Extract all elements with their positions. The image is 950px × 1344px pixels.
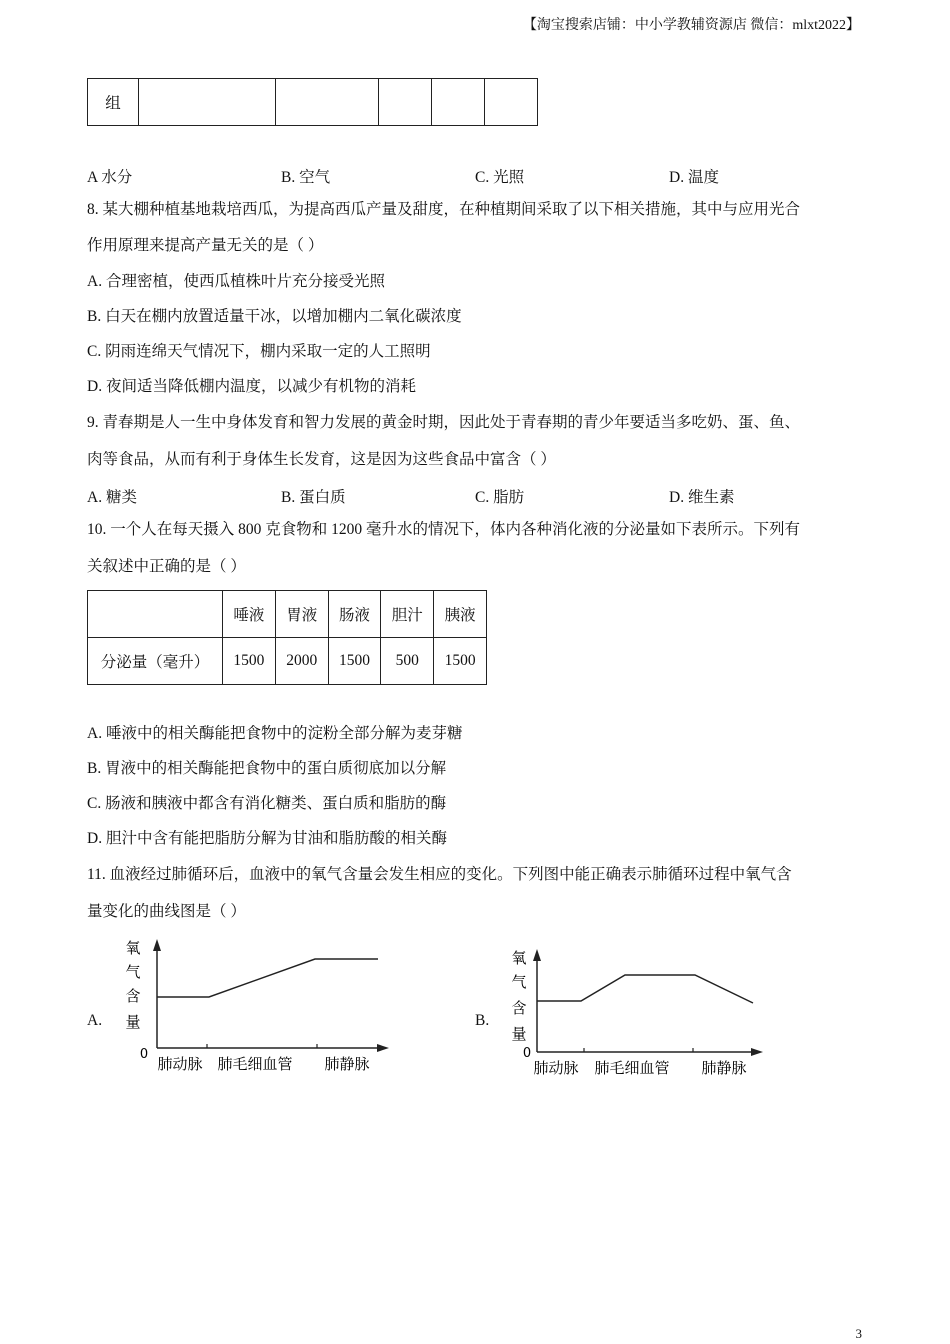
graph-b-ylabel-char: 量 [511,1025,527,1043]
q11-graph-a [115,935,395,1080]
q8-option-c: C. 阴雨连绵天气情况下，棚内采取一定的人工照明 [87,343,431,360]
page-number: 3 [855,1326,862,1341]
table-cell: 1500 [434,638,487,685]
q8-option-a: A. 合理密植，使西瓜植株叶片充分接受光照 [87,273,385,290]
table-cell: 1500 [328,638,381,685]
q9-option-c: C. 脂肪 [475,489,525,506]
table-cell: 500 [381,638,434,685]
graph-b-xlabel-artery: 肺动脉 [533,1059,579,1077]
q10-option-a: A. 唾液中的相关酶能把食物中的淀粉全部分解为麦芽糖 [87,725,463,742]
q7-option-a: A 水分 [87,169,133,186]
table-cell: 1500 [223,638,276,685]
graph-b-xlabel-capillary: 肺毛细血管 [594,1059,670,1077]
table-header-cell: 肠液 [328,591,381,638]
table-header-cell: 唾液 [223,591,276,638]
graph-b-xlabel-vein: 肺静脉 [701,1059,747,1077]
top-table-fragment [87,78,538,126]
table-header-cell: 胰液 [434,591,487,638]
table-header-cell [88,591,223,638]
graph-a-origin: 0 [139,1047,149,1062]
table-header-cell: 胃液 [275,591,328,638]
q10-stem-line2: 关叙述中正确的是（ ） [87,558,246,575]
secretion-table [87,590,487,685]
graph-b-origin: 0 [522,1046,532,1061]
graph-b-ylabel-char: 含 [511,999,527,1017]
graph-b-ylabel-char: 氧 [511,949,527,967]
graph-a-ylabel-char: 含 [125,987,141,1005]
table-cell [275,79,379,126]
q8-stem-line1: 8. 某大棚种植基地栽培西瓜，为提高西瓜产量及甜度，在种植期间采取了以下相关措施，其中与应用光合 [87,201,801,218]
q7-option-c: C. 光照 [475,169,525,186]
q9-option-b: B. 蛋白质 [281,489,346,506]
q11-option-b-label: B. [475,1012,490,1029]
q7-option-b: B. 空气 [281,169,331,186]
graph-a-xlabel-capillary: 肺毛细血管 [217,1055,293,1073]
table-row-label: 分泌量（毫升） [88,638,223,685]
q9-stem-line1: 9. 青春期是人一生中身体发育和智力发展的黄金时期，因此处于青春期的青少年要适当多吃奶、蛋、鱼、 [87,414,801,431]
q11-stem-line1: 11. 血液经过肺循环后，血液中的氧气含量会发生相应的变化。下列图中能正确表示肺循环过程中氧气含 [87,866,792,883]
q11-option-a-label: A. [87,1012,103,1029]
q10-stem-line1: 10. 一个人在每天摄入 800 克食物和 1200 毫升水的情况下，体内各种消化液的分泌量如下表所示。下列有 [87,521,801,538]
q8-option-b: B. 白天在棚内放置适量干冰，以增加棚内二氧化碳浓度 [87,308,462,325]
q8-option-d: D. 夜间适当降低棚内温度，以减少有机物的消耗 [87,378,416,395]
page-header: 【淘宝搜索店铺：中小学教辅资源店 微信：mlxt2022】 [522,18,860,33]
q9-option-d: D. 维生素 [669,489,735,506]
graph-b-ylabel-char: 气 [511,973,527,991]
table-cell: 组 [88,79,139,126]
q7-option-d: D. 温度 [669,169,719,186]
table-cell: 2000 [275,638,328,685]
q9-stem-line2: 肉等食品，从而有利于身体生长发育，这是因为这些食品中富含（ ） [87,451,556,468]
graph-a-xlabel-vein: 肺静脉 [324,1055,370,1073]
table-cell [485,79,538,126]
q10-option-b: B. 胃液中的相关酶能把食物中的蛋白质彻底加以分解 [87,760,447,777]
graph-a-ylabel-char: 气 [125,963,141,981]
graph-a-xlabel-artery: 肺动脉 [157,1055,203,1073]
graph-a-ylabel-char: 量 [125,1013,141,1031]
table-header-cell: 胆汁 [381,591,434,638]
table-cell [138,79,275,126]
q9-option-a: A. 糖类 [87,489,137,506]
q10-option-d: D. 胆汁中含有能把脂肪分解为甘油和脂肪酸的相关酶 [87,830,447,847]
table-cell [379,79,432,126]
q8-stem-line2: 作用原理来提高产量无关的是（ ） [87,237,324,254]
q11-graph-b [505,945,770,1085]
q11-stem-line2: 量变化的曲线图是（ ） [87,903,246,920]
table-cell [432,79,485,126]
q10-option-c: C. 肠液和胰液中都含有消化糖类、蛋白质和脂肪的酶 [87,795,447,812]
graph-a-ylabel-char: 氧 [125,939,141,957]
